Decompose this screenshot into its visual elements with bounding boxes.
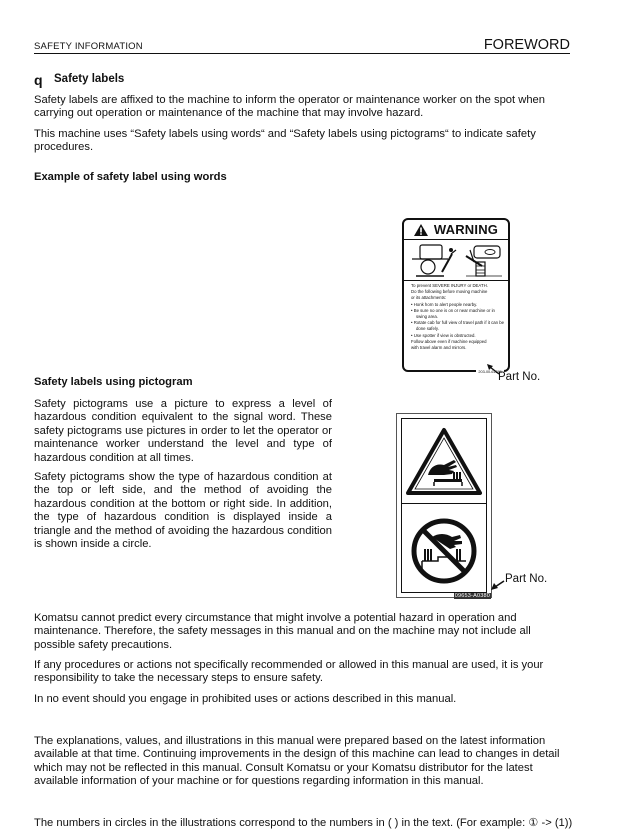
- pictogram-label-figure: [396, 413, 492, 598]
- do-not-reach-prohibition-icon: [408, 515, 480, 587]
- pictogram-heading: Safety labels using pictogram: [34, 376, 193, 388]
- intro-paragraph-1: Safety labels are affixed to the machine to inform the operator or maintenance worker on the spot when carrying out operation or maintenance of the machine that may involve hazard.: [34, 94, 545, 120]
- section-bullet-icon: q: [34, 72, 43, 88]
- section-title: Safety labels: [54, 73, 125, 85]
- machine-crush-hazard-icon: [404, 240, 508, 280]
- warning-footer-line: with travel alarm and mirrors.: [411, 345, 467, 351]
- warning-triangle-icon: [414, 224, 428, 236]
- warning-bullet-item: • Rotate cab for full view of travel path if it can be done safely.: [411, 320, 504, 332]
- warning-illustration: [404, 240, 508, 281]
- warning-intro-line: or its attachments:: [411, 295, 447, 301]
- warning-bullet-item: • Use spotter if view is obstructed.: [411, 332, 476, 338]
- pictogram-paragraph-1: Safety pictograms use a picture to express a level of hazardous condition equivalent to the signal word. These safety pictograms use pictures in order to let the operator or maintenance worker understand the level and type of hazardous condition at all times.: [34, 398, 332, 464]
- words-label-part-no-callout: Part No.: [498, 371, 541, 383]
- warning-label-text: [411, 283, 505, 351]
- pictogram-label-part-number: 09653-A0380: [454, 593, 490, 599]
- header-chapter-title: FOREWORD: [483, 37, 570, 53]
- warning-bullet-item: • Be sure no one is on or near machine or in swing area.: [411, 307, 495, 320]
- header-rule: [34, 53, 570, 54]
- pictogram-label-part-no-callout: Part No.: [505, 573, 548, 585]
- disclaimer-paragraph-3: In no event should you engage in prohibited uses or actions described in this manual.: [34, 693, 457, 705]
- warning-label-figure: [402, 218, 510, 372]
- disclaimer-paragraph-1: Komatsu cannot predict every circumstance that might involve a potential hazard in operation and maintenance. Therefore, the safety messages in this manual and on the machine may not include all possible safety precautions.: [34, 612, 531, 651]
- warning-intro-line: To prevent SEVERE INJURY or DEATH.: [411, 283, 488, 288]
- pictogram-divider: [402, 503, 486, 504]
- pictogram-label-frame: [401, 418, 487, 593]
- warning-label-part-number: 203-00-61291: [478, 370, 502, 374]
- pictogram-paragraph-2: Safety pictograms show the type of hazardous condition at the top or left side, and the method of avoiding the hazardous condition at the bottom or right side. In addition, the type of hazardous condition is displayed inside a triangle and the method of avoiding the hazardous condition is shown inside a circle.: [34, 471, 332, 551]
- notes-paragraph-1: The explanations, values, and illustrations in this manual were prepared based on the latest information available at that time. Continuing improvements in the design of this machine can lead to changes in detail which may not be reflected in this manual. Consult Komatsu or your Komatsu distributor for the latest available information of your machine or for questions regarding information in this manual.: [34, 735, 560, 788]
- warning-label-header: [404, 220, 508, 240]
- warning-intro-line: Do the following before moving machine: [411, 289, 488, 295]
- header-section-title: SAFETY INFORMATION: [34, 41, 143, 52]
- intro-paragraph-2: This machine uses “Safety labels using words“ and “Safety labels using pictograms“ to indicate safety procedures.: [34, 128, 536, 154]
- warning-bullet-item: • Honk horn to alert people nearby.: [411, 301, 478, 307]
- hand-crush-hazard-triangle-icon: [406, 427, 482, 497]
- warning-footer-line: Follow above even if machine equipped: [411, 338, 487, 344]
- disclaimer-paragraph-2: If any procedures or actions not specifically recommended or allowed in this manual are used, it is your responsibility to take the necessary steps to ensure safety.: [34, 659, 544, 685]
- notes-paragraph-2: The numbers in circles in the illustrations correspond to the numbers in ( ) in the text. (For example: ① -> (1)): [34, 817, 573, 829]
- callout-arrow-icon: [491, 578, 505, 590]
- words-example-heading: Example of safety label using words: [34, 171, 227, 183]
- warning-signal-word: WARNING: [433, 222, 499, 237]
